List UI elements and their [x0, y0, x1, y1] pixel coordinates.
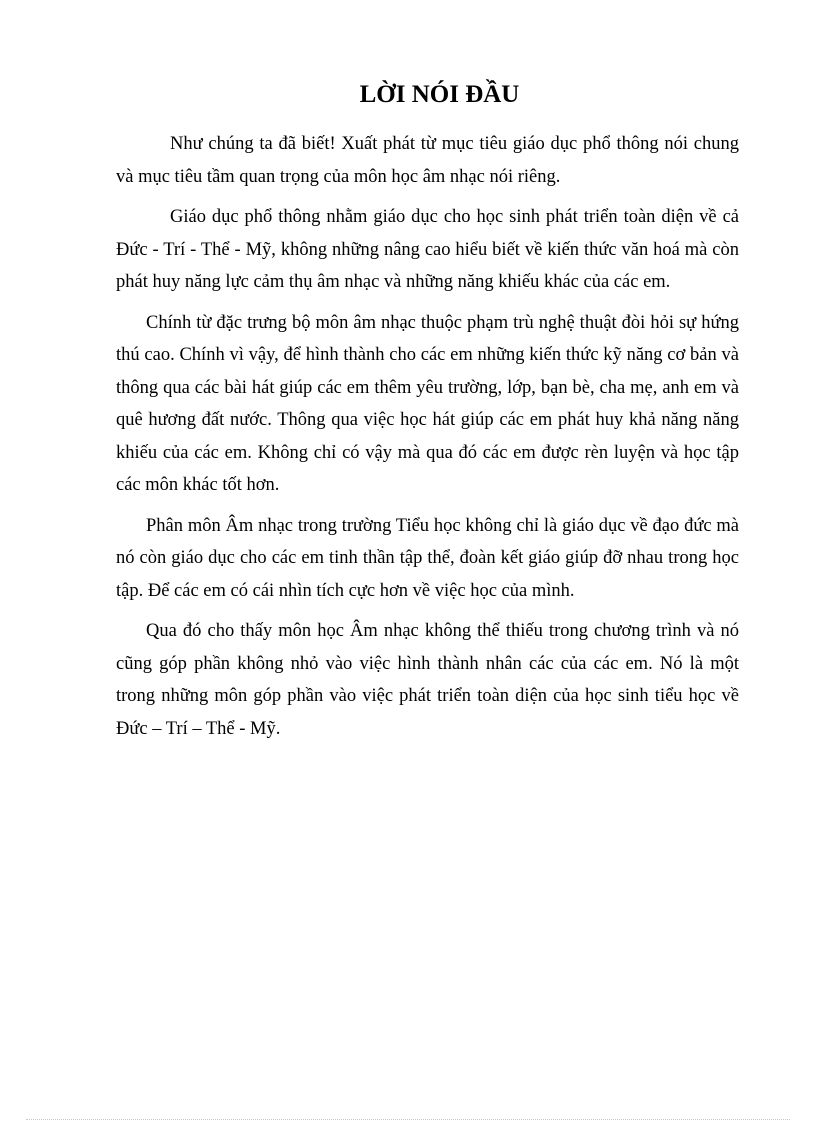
paragraph-2: Giáo dục phổ thông nhằm giáo dục cho học sinh phát triển toàn diện về cả Đức - Trí - Thể - Mỹ, không những nâng cao hiểu biết về kiến thức văn hoá mà còn phát huy năng lực cảm thụ âm nhạc và những năng khiếu khác của các em.	[116, 207, 739, 292]
page-title: LỜI NÓI ĐẦU	[359, 81, 520, 108]
paragraph-4: Phân môn Âm nhạc trong trường Tiểu học không chỉ là giáo dục về đạo đức mà nó còn giáo dục cho các em tinh thần tập thể, đoàn kết giáo giúp đỡ nhau trong học tập. Để các em có cái nhìn tích cực hơn về việc học của mình.	[116, 515, 739, 601]
document-body	[116, 80, 739, 753]
paragraph-3: Chính từ đặc trưng bộ môn âm nhạc thuộc phạm trù nghệ thuật đòi hỏi sự hứng thú cao. Chính vì vậy, để hình thành cho các em những kiến thức kỹ năng cơ bản và thông qua các bài hát giúp các em thêm yêu trường, lớp, bạn bè, cha mẹ, anh em và quê hương đất nước. Thông qua việc học hát giúp các em phát huy khả năng năng khiếu của các em. Không chỉ có vậy mà qua đó các em được rèn luyện và học tập các môn khác tốt hơn.	[116, 312, 739, 495]
paragraph-1: Như chúng ta đã biết! Xuất phát từ mục tiêu giáo dục phổ thông nói chung và mục tiêu tầm quan trọng của môn học âm nhạc nói riêng.	[116, 134, 739, 187]
paragraph-5: Qua đó cho thấy môn học Âm nhạc không thể thiếu trong chương trình và nó cũng góp phần không nhỏ vào việc hình thành nhân các của các em. Nó là một trong những môn góp phần vào việc phát triển toàn diện của học sinh tiểu học về Đức – Trí – Thể - Mỹ.	[116, 621, 739, 739]
page-bottom-divider	[26, 1119, 790, 1120]
